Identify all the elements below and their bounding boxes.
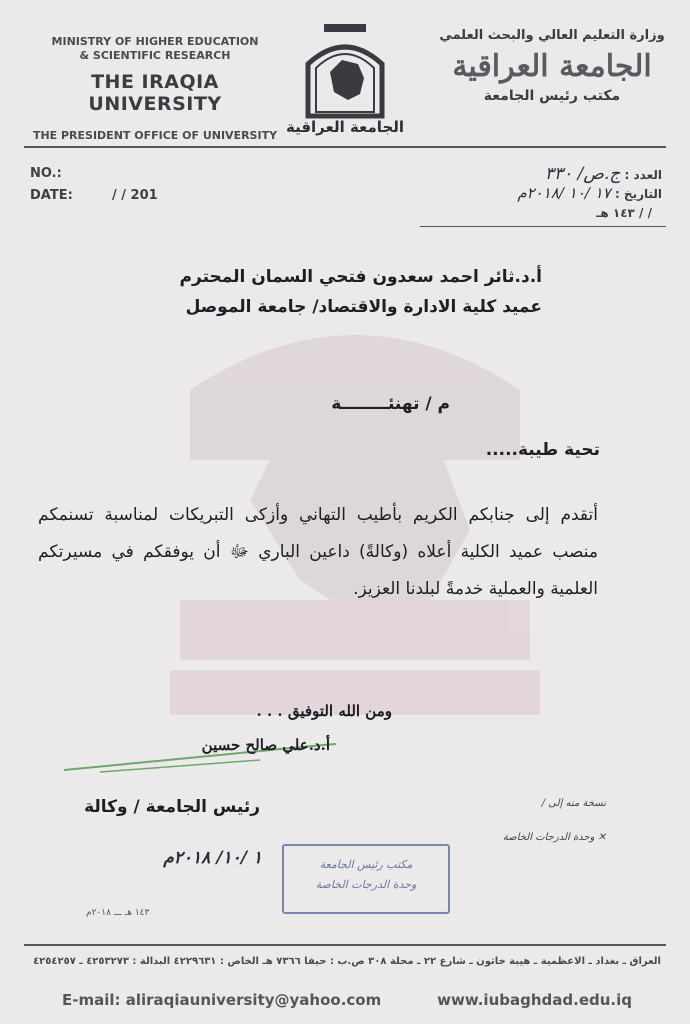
- letter-subject: م / تهنئــــــــة: [331, 394, 450, 414]
- office-stamp: [282, 844, 450, 914]
- university-logo-icon: [285, 20, 405, 142]
- arabic-date-row: [517, 184, 662, 202]
- english-header: [30, 34, 280, 142]
- arabic-university: الجامعة العراقية: [452, 49, 652, 84]
- number-label: NO.:: [30, 166, 62, 181]
- recipient-line1: أ.د.ثائر احمد سعدون فتحي السمان المحترم: [179, 267, 542, 287]
- arabic-office: مكتب رئيس الجامعة: [483, 88, 621, 104]
- ministry-line1: MINISTRY OF HIGHER EDUCATION: [51, 35, 259, 48]
- university-name: THE IRAQIA UNIVERSITY: [88, 71, 222, 115]
- president-office: THE PRESIDENT OFFICE OF UNIVERSITY: [32, 129, 278, 142]
- arabic-hijri-date: / / ١٤٣ هـ: [596, 206, 652, 220]
- letter-body: أتقدم إلى جنابكم الكريم بأطيب التهاني وأزكى التبريكات لمناسبة تسنمكم منصب عميد الكلية أعلاه (وكالةً) داعين الباري ﷻ أن يوفقكم في مسيرتكم العلمية والعملية خدمةً لبلدنا العزيز.: [38, 505, 598, 599]
- signature-date: ١ /١٠/ ٢٠١٨م: [163, 848, 262, 868]
- recipient-line2: عميد كلية الادارة والاقتصاد/ جامعة الموصل: [185, 297, 542, 317]
- letter-closing: ومن الله التوفيق . . .: [256, 702, 392, 720]
- recipient-block: [180, 262, 542, 322]
- signatory-title: رئيس الجامعة / وكالة: [84, 797, 260, 817]
- header-divider: [24, 146, 666, 148]
- arabic-header: [432, 28, 672, 104]
- meta-divider: [420, 226, 666, 227]
- letter-greeting: تحية طيبة.....: [485, 440, 600, 460]
- footer-address: العراق ـ بغداد ـ الاعظمية ـ هيبة خاتون ـ شارع ٢٢ ـ محلة ٣٠٨ ص.ب : حيفا ٧٣٦٦ هـ الخاص : ٤٢٢٩٦٣١ البدالة : ٤٢٥٣٢٧٣ ـ ٤٢٥٤٢٥٧: [33, 956, 661, 967]
- copy-to-label: نسخة منه إلى /: [541, 798, 606, 809]
- logo-text: الجامعة العراقية: [285, 118, 405, 136]
- arabic-number-label: العدد :: [624, 168, 662, 182]
- copy-to-item: ✕ وحدة الدرجات الخاصة: [502, 832, 606, 843]
- footer-email: E-mail: aliraqiauniversity@yahoo.com: [62, 991, 382, 1009]
- signature-small-date: ١٤٣ هـ ـــ ٢٠١٨م: [86, 908, 150, 918]
- signatory-name: أ.د.علي صالح حسين: [201, 736, 330, 754]
- stamp-line2: وحدة الدرجات الخاصة: [315, 878, 417, 891]
- arabic-date-label: التاريخ :: [614, 187, 662, 201]
- ministry-line2: & SCIENTIFIC RESEARCH: [79, 49, 231, 62]
- arabic-number-value: ج.ص/ ٣٣٠: [544, 164, 621, 184]
- arabic-number-row: [545, 164, 662, 184]
- date-label: DATE:: [30, 188, 73, 203]
- arabic-date-value: ١٧ /١٠ /٢٠١٨م: [517, 184, 611, 202]
- arabic-ministry: وزارة التعليم العالي والبحث العلمي: [439, 28, 665, 43]
- footer-website: www.iubaghdad.edu.iq: [437, 991, 632, 1009]
- footer-divider: [24, 944, 666, 946]
- date-value: / / 201: [112, 188, 158, 203]
- stamp-line1: مكتب رئيس الجامعة: [319, 858, 413, 871]
